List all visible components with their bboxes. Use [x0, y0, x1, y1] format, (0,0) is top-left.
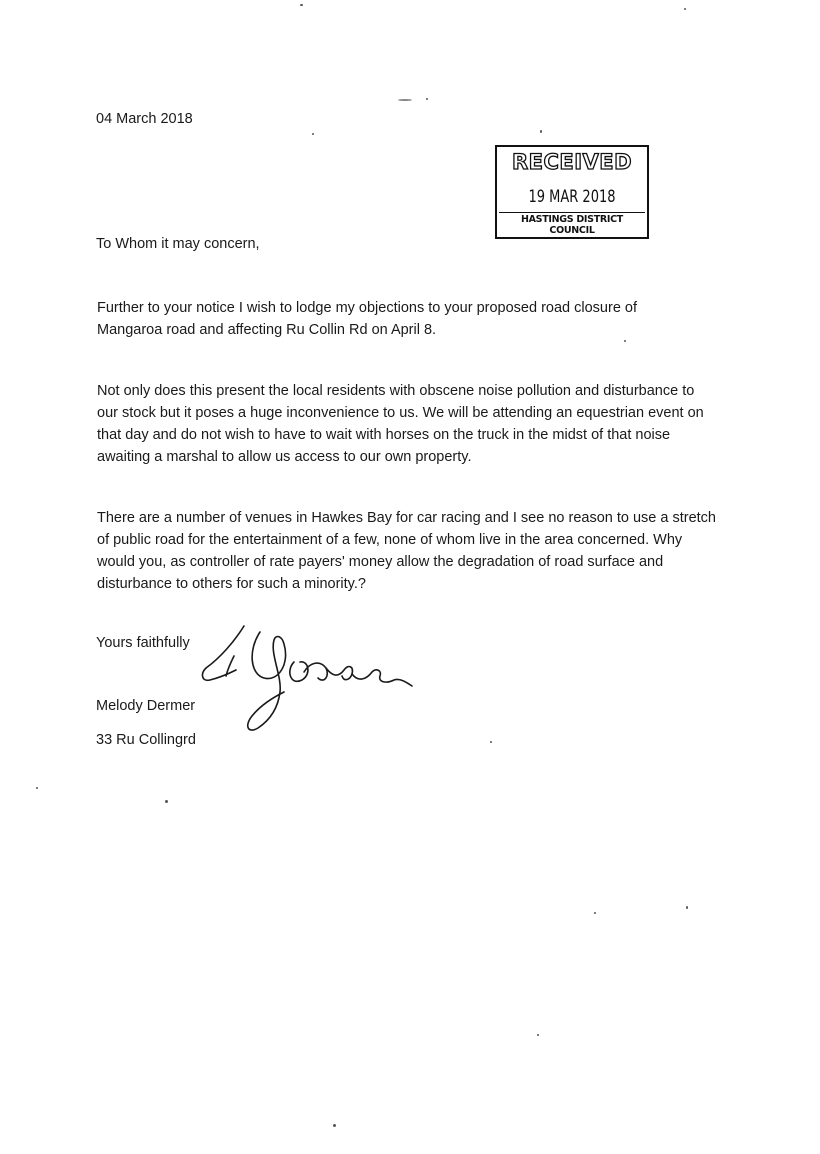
- paragraph-line: of public road for the entertainment of a few, none of whom live in the area concerned. Why: [97, 532, 683, 548]
- letter-date: 04 March 2018: [96, 111, 193, 127]
- stamp-date: 19 MAR 2018: [528, 187, 616, 207]
- stamp-council: HASTINGS DISTRICT COUNCIL: [499, 212, 645, 236]
- scan-speck: [312, 133, 314, 135]
- paragraph-line: Mangaroa road and affecting Ru Collin Rd on April 8.: [97, 322, 437, 338]
- paragraph-line: Further to your notice I wish to lodge my objections to your proposed road closure of: [97, 300, 638, 316]
- received-stamp: [495, 145, 649, 239]
- scan-speck: [165, 800, 168, 803]
- salutation: To Whom it may concern,: [96, 236, 260, 252]
- closing: Yours faithfully: [96, 635, 190, 651]
- scan-speck: [426, 98, 428, 100]
- paragraph-line: our stock but it poses a huge inconvenience to us. We will be attending an equestrian event on: [97, 405, 704, 421]
- scan-speck: [686, 906, 688, 909]
- scan-speck: [624, 340, 626, 342]
- signatory-name: Melody Dermer: [96, 698, 196, 714]
- scan-speck: [36, 787, 38, 789]
- paragraph-3: [97, 507, 737, 595]
- scan-speck: [684, 8, 686, 10]
- paragraph-line: There are a number of venues in Hawkes Bay for car racing and I see no reason to use a stretch: [97, 510, 716, 526]
- paragraph-line: disturbance to others for such a minority.?: [97, 576, 366, 592]
- paragraph-line: awaiting a marshal to allow us access to our own property.: [97, 449, 472, 465]
- handwritten-signature: [186, 620, 416, 745]
- scan-speck: [537, 1034, 539, 1036]
- paragraph-line: Not only does this present the local residents with obscene noise pollution and disturbance to: [97, 383, 695, 399]
- paragraph-line: would you, as controller of rate payers' money allow the degradation of road surface and: [97, 554, 664, 570]
- paragraph-line: that day and do not wish to have to wait with horses on the truck in the midst of that noise: [97, 427, 671, 443]
- paragraph-1: [97, 297, 737, 341]
- paragraph-2: [97, 380, 737, 468]
- scan-speck: [300, 4, 303, 6]
- scan-speck: [594, 912, 596, 914]
- signatory-address: 33 Ru Collingrd: [96, 732, 196, 748]
- scan-speck: [540, 130, 542, 133]
- scan-speck: [398, 99, 412, 101]
- scan-speck: [490, 741, 492, 743]
- stamp-title: RECEIVED: [511, 150, 633, 174]
- scan-speck: [333, 1124, 336, 1127]
